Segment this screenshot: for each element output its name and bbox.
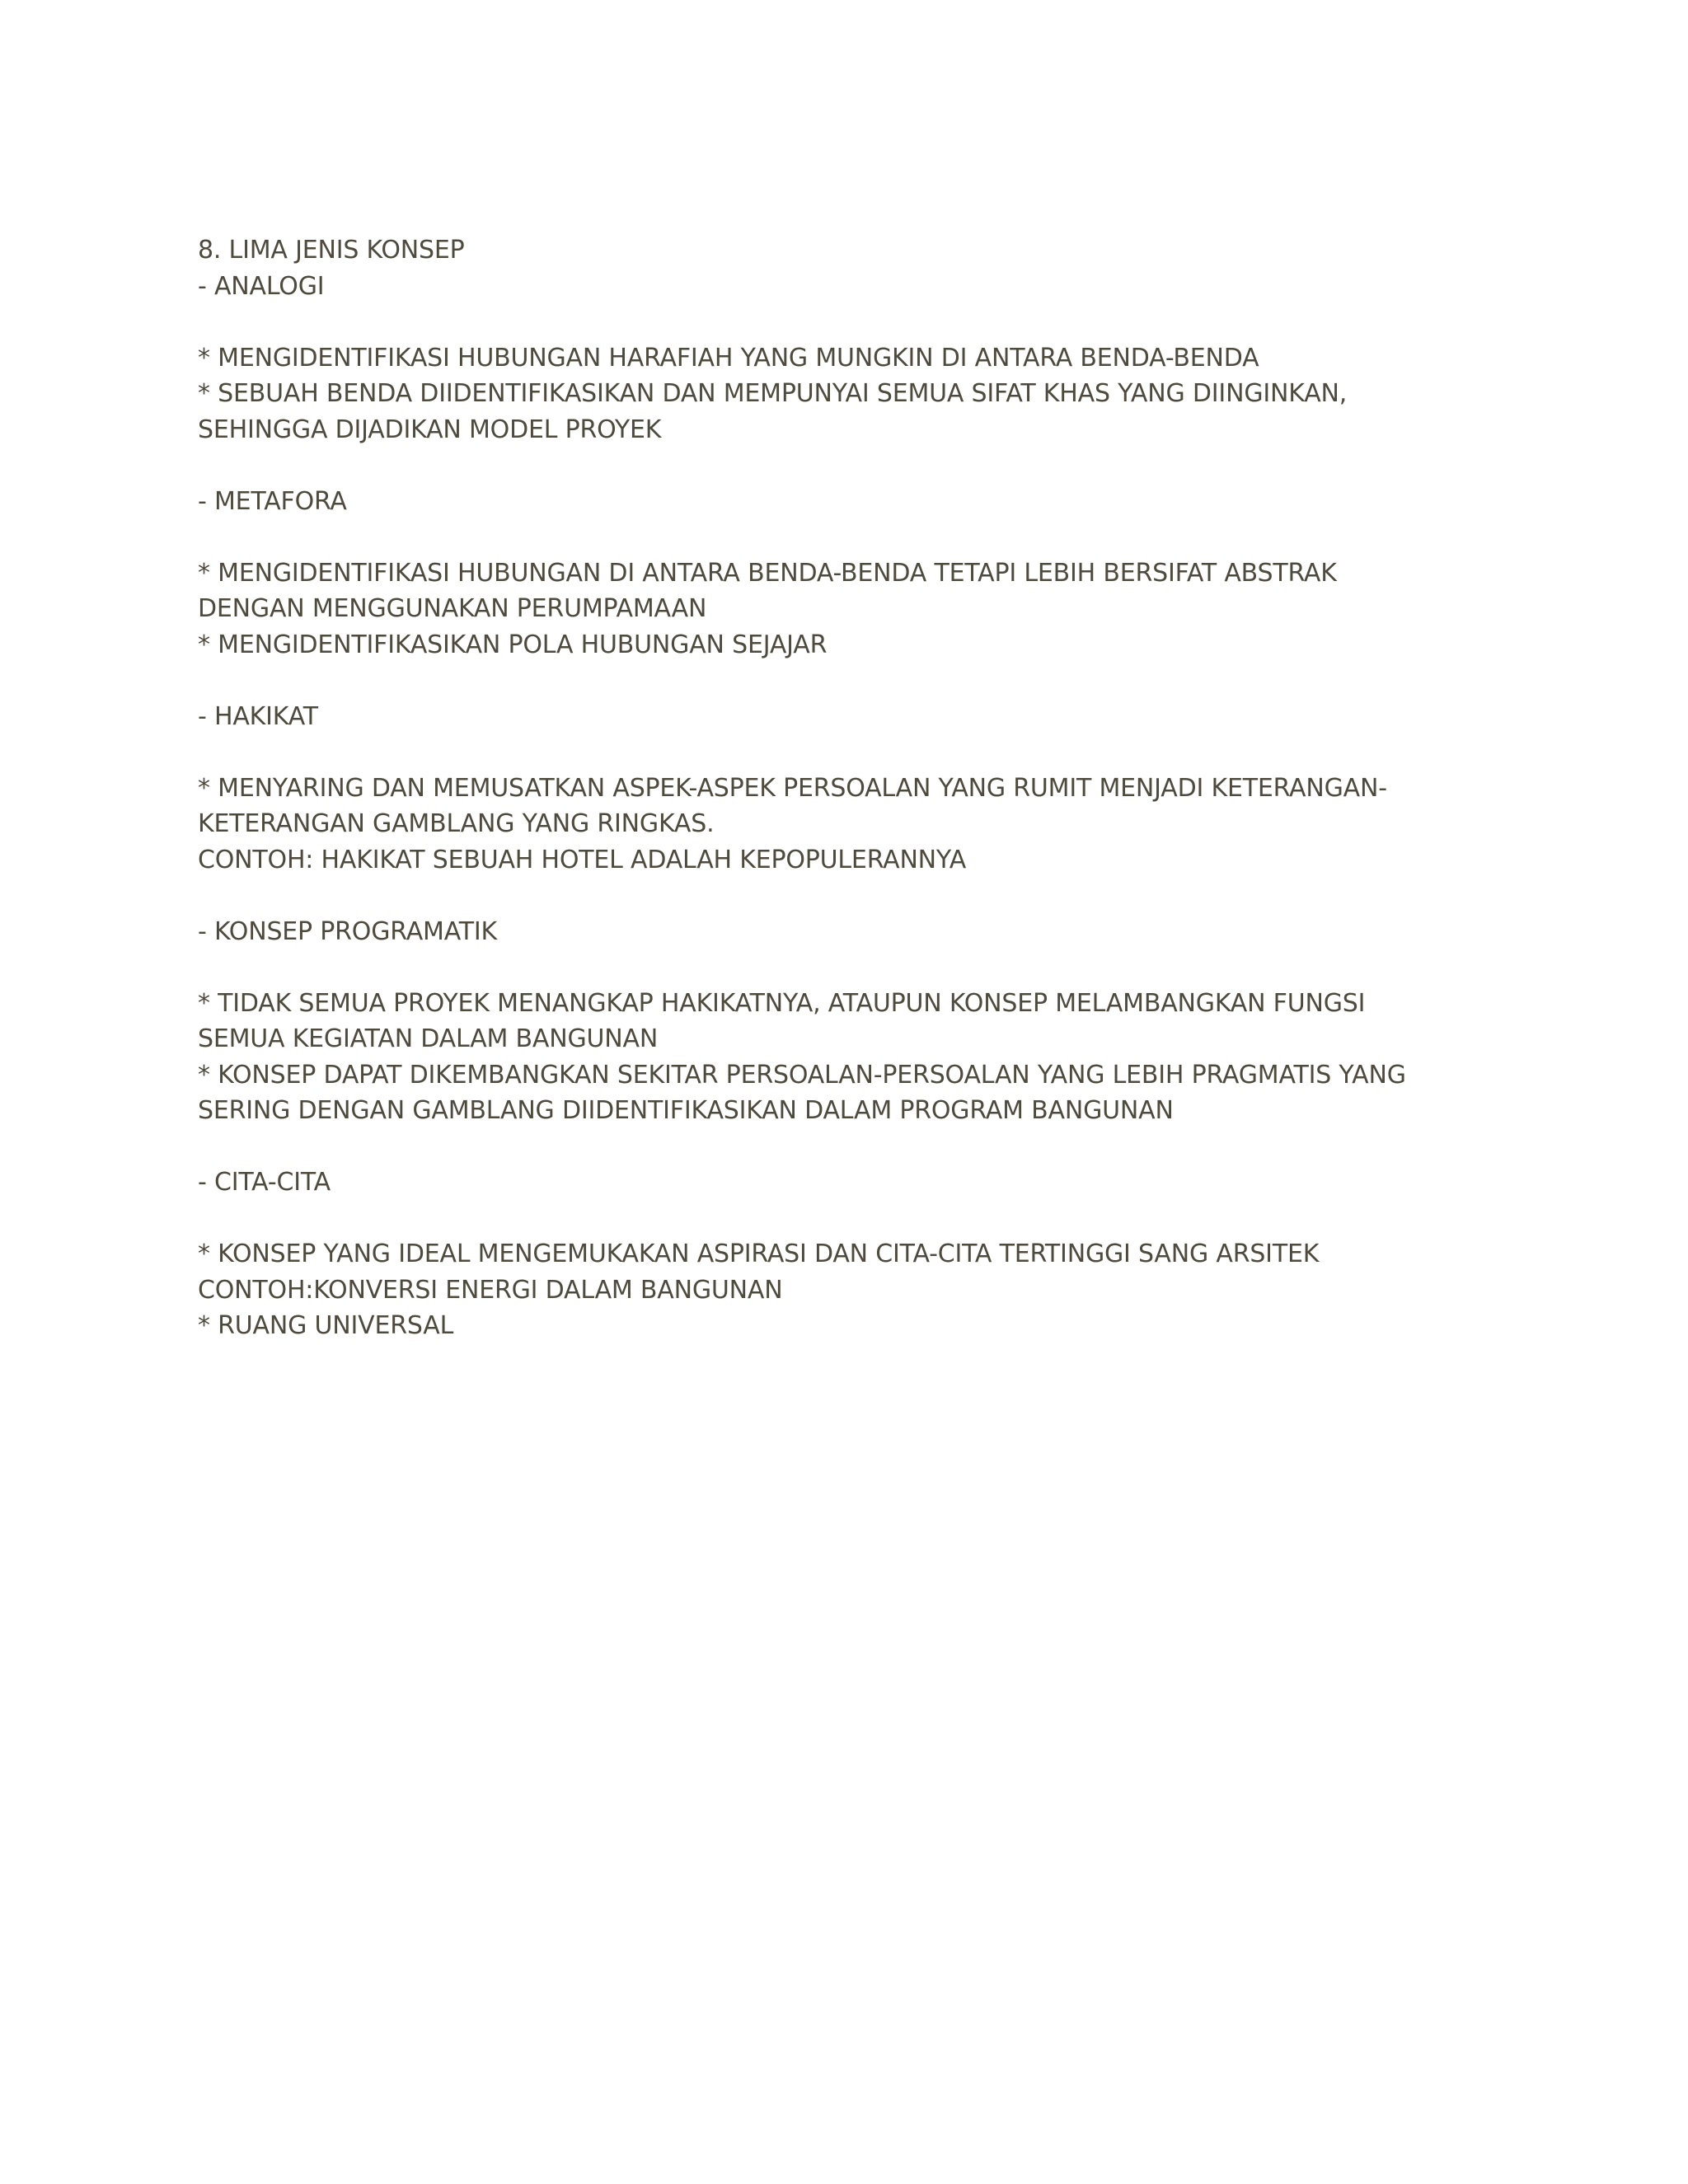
blank-line [198,448,1467,484]
text-line: KETERANGAN GAMBLANG YANG RINGKAS. [198,809,715,838]
text-line: SEMUA KEGIATAN DALAM BANGUNAN [198,1024,659,1053]
blank-line [198,663,1467,699]
blank-line [198,1129,1467,1165]
blank-line [198,949,1467,986]
text-line: * SEBUAH BENDA DIIDENTIFIKASIKAN DAN MEMPUNYAI SEMUA SIFAT KHAS YANG DIINGINKAN, [198,379,1348,408]
text-line: CONTOH:KONVERSI ENERGI DALAM BANGUNAN [198,1275,783,1305]
section-heading-metafora: - METAFORA [198,486,347,516]
text-line: * MENGIDENTIFIKASI HUBUNGAN HARAFIAH YANG MUNGKIN DI ANTARA BENDA-BENDA [198,343,1259,373]
section-heading-konsep-programatik: - KONSEP PROGRAMATIK [198,916,497,946]
text-line: SERING DENGAN GAMBLANG DIIDENTIFIKASIKAN DALAM PROGRAM BANGUNAN [198,1096,1174,1125]
section-heading-cita-cita: - CITA-CITA [198,1168,331,1197]
text-line: SEHINGGA DIJADIKAN MODEL PROYEK [198,415,662,444]
blank-line [198,734,1467,771]
blank-line [198,304,1467,340]
text-line: * MENGIDENTIFIKASIKAN POLA HUBUNGAN SEJAJAR [198,630,828,659]
section-heading-analogi: - ANALOGI [198,271,325,301]
text-line: * RUANG UNIVERSAL [198,1311,454,1340]
section-heading-hakikat: - HAKIKAT [198,701,318,731]
blank-line [198,1201,1467,1237]
blank-line [198,519,1467,555]
text-line: CONTOH: HAKIKAT SEBUAH HOTEL ADALAH KEPOPULERANNYA [198,845,967,874]
text-line: * MENGIDENTIFIKASI HUBUNGAN DI ANTARA BENDA-BENDA TETAPI LEBIH BERSIFAT ABSTRAK [198,558,1337,588]
text-line: * KONSEP DAPAT DIKEMBANGKAN SEKITAR PERSOALAN-PERSOALAN YANG LEBIH PRAGMATIS YANG [198,1060,1406,1090]
document-body [198,232,1467,1344]
text-line: * KONSEP YANG IDEAL MENGEMUKAKAN ASPIRASI DAN CITA-CITA TERTINGGI SANG ARSITEK [198,1240,1320,1268]
blank-line [198,878,1467,914]
text-line: * TIDAK SEMUA PROYEK MENANGKAP HAKIKATNYA, ATAUPUN KONSEP MELAMBANGKAN FUNGSI [198,988,1366,1018]
text-line: * MENYARING DAN MEMUSATKAN ASPEK-ASPEK PERSOALAN YANG RUMIT MENJADI KETERANGAN- [198,773,1387,803]
document-title: 8. LIMA JENIS KONSEP [198,236,465,265]
text-line: DENGAN MENGGUNAKAN PERUMPAMAAN [198,594,707,623]
